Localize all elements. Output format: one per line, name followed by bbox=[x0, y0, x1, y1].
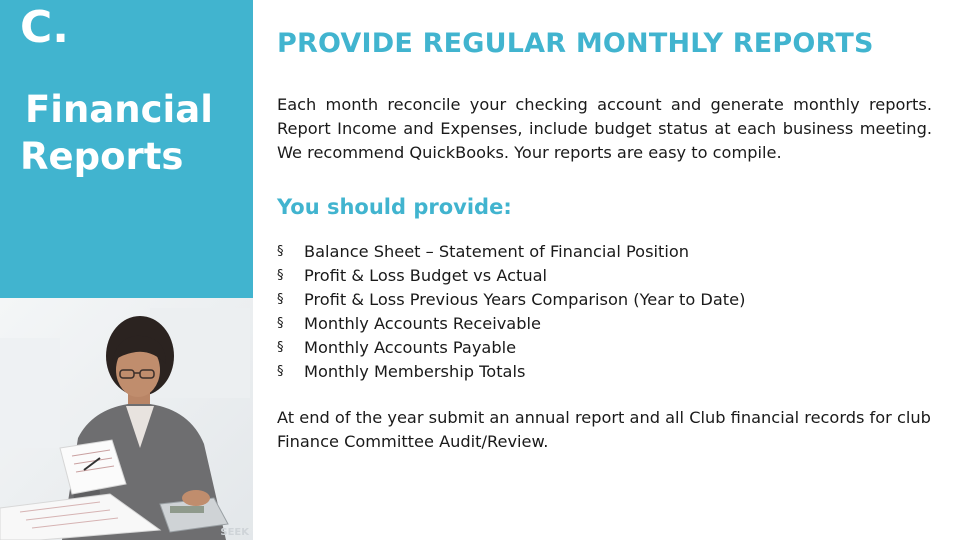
list-item bbox=[277, 336, 745, 360]
woman-reviewing-papers-photo bbox=[0, 298, 253, 540]
bullet-icon: § bbox=[277, 316, 284, 331]
list-item bbox=[277, 240, 745, 264]
list-item-text: Monthly Accounts Receivable bbox=[304, 314, 541, 333]
sidebar-title bbox=[20, 86, 245, 180]
provide-heading: You should provide: bbox=[277, 195, 512, 219]
closing-paragraph: At end of the year submit an annual report and all Club financial records for club Finance Committee Audit/Review. bbox=[277, 408, 931, 451]
section-letter: C. bbox=[20, 2, 70, 53]
bullet-icon: § bbox=[277, 340, 284, 355]
list-item bbox=[277, 312, 745, 336]
sidebar-title-line1: Financial bbox=[25, 88, 213, 131]
photo-illustration bbox=[0, 298, 253, 540]
bullet-icon: § bbox=[277, 244, 284, 259]
bullet-icon: § bbox=[277, 268, 284, 283]
photo-watermark: SEEK bbox=[220, 527, 249, 538]
sidebar-title-line2: Reports bbox=[20, 135, 184, 178]
list-item-text: Monthly Membership Totals bbox=[304, 362, 526, 381]
page-title: PROVIDE REGULAR MONTHLY REPORTS bbox=[277, 28, 874, 59]
list-item-text: Profit & Loss Budget vs Actual bbox=[304, 266, 548, 285]
list-item-text: Balance Sheet – Statement of Financial Position bbox=[304, 242, 690, 261]
sidebar-panel bbox=[0, 0, 253, 298]
bullet-icon: § bbox=[277, 292, 284, 307]
list-item bbox=[277, 360, 745, 384]
report-list bbox=[277, 240, 745, 384]
list-item bbox=[277, 288, 745, 312]
list-item bbox=[277, 264, 745, 288]
bullet-icon: § bbox=[277, 364, 284, 379]
list-item-text: Monthly Accounts Payable bbox=[304, 338, 517, 357]
intro-paragraph: Each month reconcile your checking account and generate monthly reports. Report Income and Expenses, include budget status at each business meeting. We recommend QuickBooks. Your reports are easy to compile. bbox=[277, 95, 932, 162]
list-item-text: Profit & Loss Previous Years Comparison (Year to Date) bbox=[304, 290, 746, 309]
